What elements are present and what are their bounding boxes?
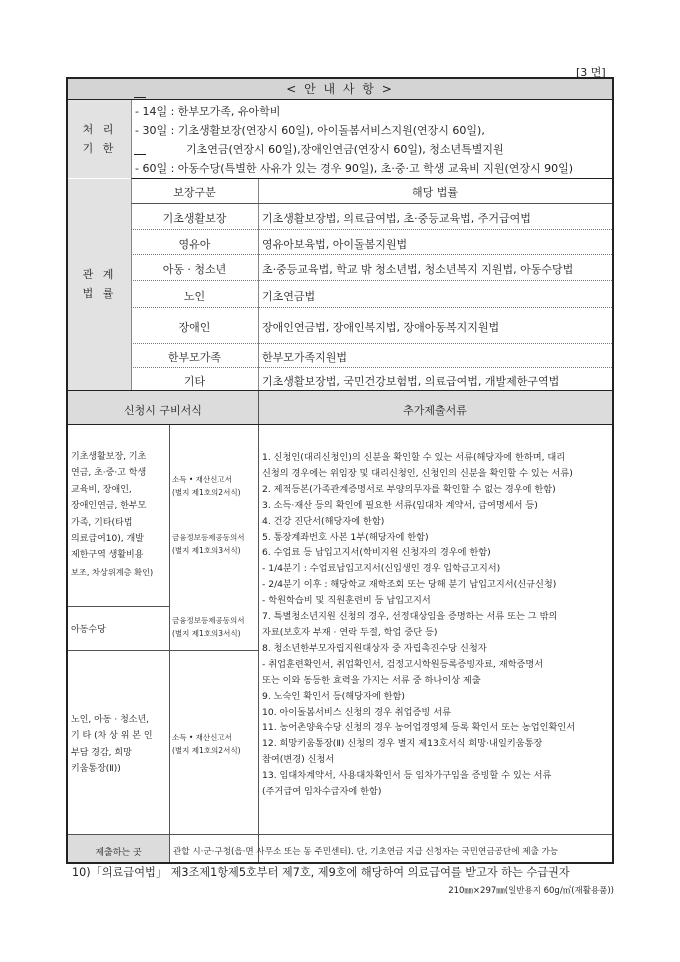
document-item: 1. 신청인(대리신청인)의 신분을 확인할 수 있는 서류(해당자에 한하며, 대리 [262,452,566,463]
form-income-asset [172,731,256,757]
law-row-type: 영유아 [178,238,211,251]
law-row-type: 장애인 [178,321,211,334]
target-line: 아동수당 [71,625,106,635]
processing-line: - 60일 : 아동수당(특별한 사유가 있는 경우 90일), 초·중·고 학생 교육비 지원(연장시 90일) [135,162,574,175]
submit-text: 관할 시·군·구청(읍·면 사무소 또는 동 주민센터). 단, 기초연금 지급 신청자는 국민연금공단에 제출 가능 [173,847,559,857]
laws-col-law: 해당 법률 [411,186,458,199]
processing-line: - 14일 : 한부모가족, 유아학비 [135,105,281,118]
processing-label-bottom: 기 한 [82,142,117,155]
footnote: 10)「의료급여법」 제3조제1항제5호부터 제7호, 제9호에 해당하여 의료급여를 받고자 하는 수급권자 [72,866,570,879]
form-name: 소득 • 재산신고서 [172,475,232,484]
document-item: 신청의 경우에는 위임장 및 대리신청인, 신청인의 신분을 확인할 수 있는 서류) [262,467,573,479]
document-item: - 취업훈련확인서, 취업확인서, 검정고시학원등록증빙자료, 재학증명서 [262,658,544,670]
target-group-senior [71,712,166,778]
form-income-asset [172,473,256,499]
form-financial-consent [172,614,256,640]
target-line: 가족, 기타(타법 [71,517,133,528]
target-line: 장애인연금, 한부모 [71,501,147,512]
guide-table [66,77,614,862]
laws-label [68,179,131,390]
processing-periods [131,100,613,179]
law-row-type: 노인 [183,290,206,303]
target-line: 키움통장(Ⅱ)) [71,764,121,775]
form-ref: (별지 제1호의3서식) [172,629,241,638]
law-row-type: 기타 [183,375,206,388]
additional-documents [262,450,614,800]
target-line: 보조, 차상위계층 확인) [71,566,154,577]
law-row-law: 장애인연금법, 장애인복지법, 장애아동복지지원법 [262,321,500,334]
document-item: 11. 농어촌양육수당 신청의 경우 농어업경영체 등록 확인서 또는 농업인확인서 [262,722,576,734]
document-item: 또는 이와 동등한 효력을 가지는 서류 중 하나이상 제출 [262,674,481,686]
form-name: 소득 • 재산신고서 [172,733,232,742]
target-group-basic [71,449,166,580]
laws-label-top: 관 계 [82,268,117,281]
page-number: [3 면] [576,66,606,79]
target-line: 노인, 아동 · 청소년, [71,715,150,725]
laws-col-type: 보장구분 [173,186,216,199]
document-item: 4. 건강 진단서(해당자에 한함) [262,515,385,527]
submit-label: 제출하는 곳 [95,848,142,858]
processing-line: 기초연금(연장시 60일),장애인연금(연장시 60일), 청소년특별지원 [186,143,504,156]
form-ref: (별지 제1호의2서식) [172,488,241,497]
target-group-child-allowance [71,622,106,635]
document-item: 9. 노숙인 확인서 등(해당자에 한함) [262,690,405,702]
target-line: 기 타 (차 상 위 본 인 [71,731,153,742]
form-financial-consent [172,531,256,557]
target-line: 제한구역 생활비용 [71,550,144,561]
form-ref: (별지 제1호의3서식) [172,546,241,555]
law-row-law: 기초연금법 [262,290,316,303]
paper-spec: 210㎜×297㎜(일반용지 60g/㎡(재활용품)) [448,886,614,896]
document-item: 참여(변경) 신청서 [262,754,335,766]
document-item: 5. 통장계좌번호 사본 1부(해당자에 한함) [262,531,429,543]
document-item: - 학원학습비 및 직원훈련비 등 납입고지서 [262,595,431,607]
document-item: 13. 임대차계약서, 사용대차확인서 등 임차가구임을 증빙할 수 있는 서류 [262,770,552,782]
law-row-law: 초·중등교육법, 학교 밖 청소년법, 청소년복지 지원법, 아동수당법 [262,263,574,276]
document-item: 2. 제적등본(가족관계증명서로 부양의무자를 확인할 수 없는 경우에 한함) [262,483,556,495]
document-item: 자료(보호자 부재 · 연락 두절, 학업 중단 등) [262,626,438,638]
target-line: 기초생활보장, 기초 [71,452,147,462]
law-row-law: 한부모가족지원법 [262,351,348,364]
target-line: 의료급여10), 개발 [71,534,144,545]
document-item: - 2/4분기 이후 : 해당학교 재학조회 또는 당해 분기 납입고지서(신규신청) [262,579,557,591]
law-row-law: 기초생활보장법, 의료급여법, 초·중등교육법, 주거급여법 [262,212,531,225]
target-line: 연금, 초·중·고 학생 [71,468,147,479]
form-name: 금융정보등제공동의서 [172,616,245,625]
document-item: (주거급여 임차수급자에 한함) [262,786,382,798]
forms-col-header: 신청시 구비서식 [124,404,202,417]
document-item: 8. 청소년한부모자립지원대상자 중 자립촉진수당 신청자 [262,642,487,654]
target-line: 교육비, 장애인, [71,484,132,495]
law-row-law: 기초생활보장법, 국민건강보험법, 의료급여법, 개발제한구역법 [262,375,560,388]
law-row-type: 아동 · 청소년 [162,263,227,276]
document-item: 6. 수업료 등 납입고지서(학비지원 신청자의 경우에 한함) [262,547,491,559]
processing-label-top: 처 리 [82,123,117,136]
processing-line: - 30일 : 기초생활보장(연장시 60일), 아이돌봄서비스지원(연장시 60일), [135,124,485,137]
document-item: 7. 특별청소년지원 신청의 경우, 선정대상임을 증명하는 서류 또는 그 밖의 [262,611,558,623]
document-item: 3. 소득·재산 등의 확인에 필요한 서류(임대차 계약서, 급여명세서 등) [262,499,538,511]
document-item: 10. 아이돌봄서비스 신청의 경우 취업증빙 서류 [262,706,451,718]
target-line: 부담 경감, 희망 [71,747,132,758]
form-name: 금융정보등제공동의서 [172,533,245,542]
form-ref: (별지 제1호의2서식) [172,746,241,755]
guide-header: < 안 내 사 항 > [68,79,612,100]
law-row-type: 기초생활보장 [162,212,227,225]
law-row-law: 영유아보육법, 아이돌봄지원법 [262,238,408,251]
laws-label-bottom: 법 률 [82,287,117,300]
document-item: 12. 희망키움통장(Ⅱ) 신청의 경우 별지 제13호서식 희망·내일키움통장 [262,738,543,750]
law-row-type: 한부모가족 [167,351,222,364]
docs-col-header: 추가제출서류 [403,404,467,417]
document-item: - 1/4분기 : 수업료납입고지서(신입생인 경우 입학금고지서) [262,563,501,575]
processing-label [68,100,131,178]
